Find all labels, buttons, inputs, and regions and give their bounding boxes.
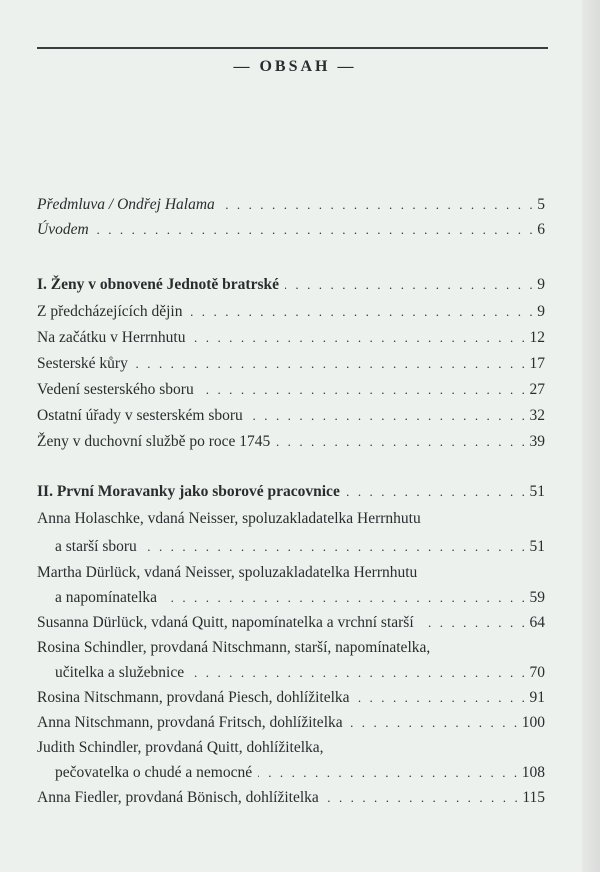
toc-entry[interactable] xyxy=(37,302,545,322)
dot-leader xyxy=(349,713,520,733)
dot-leader xyxy=(285,275,535,295)
toc-entry-line2[interactable] xyxy=(37,663,545,683)
toc-entry-label-cont: a starší sboru xyxy=(55,538,137,555)
toc-chapter-1[interactable] xyxy=(37,275,545,295)
toc-entry-page: 6 xyxy=(537,221,545,238)
toc-entry-label: I. Ženy v obnovené Jednotě bratrské xyxy=(37,276,279,293)
toc-entry[interactable] xyxy=(37,788,545,808)
dot-leader xyxy=(221,195,535,215)
toc-entry-line1[interactable] xyxy=(37,509,545,529)
dot-leader xyxy=(356,688,528,708)
toc-entry-label: Z předcházejících dějin xyxy=(37,303,183,320)
toc-entry-label: Anna Nitschmann, provdaná Fritsch, dohlížitelka xyxy=(37,714,343,731)
dot-leader xyxy=(420,613,528,633)
toc-entry-page: 12 xyxy=(529,329,545,346)
toc-entry-label: Ženy v duchovní službě po roce 1745 xyxy=(37,433,271,450)
dot-leader xyxy=(134,354,528,374)
dot-leader xyxy=(191,328,527,348)
toc-entry-label: Rosina Nitschmann, provdaná Piesch, dohlížitelka xyxy=(37,689,350,706)
toc-entry-label: Předmluva / Ondřej Halama xyxy=(37,196,215,213)
page-edge xyxy=(582,0,600,872)
toc-entry-page: 59 xyxy=(529,589,545,606)
toc-entry-page: 17 xyxy=(529,355,545,372)
dot-leader xyxy=(95,220,536,240)
toc-entry-page: 32 xyxy=(529,407,545,424)
dot-leader xyxy=(249,406,528,426)
toc-entry-label: Judith Schindler, provdaná Quitt, dohlížitelka, xyxy=(37,739,324,756)
toc-entry-line2[interactable] xyxy=(37,763,545,783)
toc-entry-line1[interactable] xyxy=(37,638,545,658)
toc-chapter-2[interactable] xyxy=(37,482,545,502)
toc-entry-label: Rosina Schindler, provdaná Nitschmann, starší, napomínatelka, xyxy=(37,639,431,656)
dot-leader xyxy=(190,663,527,683)
dot-leader xyxy=(276,432,527,452)
dot-leader xyxy=(346,482,528,502)
toc-entry-page: 39 xyxy=(529,433,545,450)
toc-entry-page: 108 xyxy=(521,764,545,781)
toc-entry-line1[interactable] xyxy=(37,738,545,758)
toc-entry-label: Martha Dürlück, vdaná Neisser, spoluzakladatelka Herrnhutu xyxy=(37,564,418,581)
toc-entry-page: 27 xyxy=(529,381,545,398)
toc-entry-label: Susanna Dürlück, vdaná Quitt, napomínatelka a vrchní starší xyxy=(37,614,414,631)
dot-leader xyxy=(188,302,535,322)
toc-entry[interactable] xyxy=(37,688,545,708)
toc-entry-line2[interactable] xyxy=(37,588,545,608)
header-rule xyxy=(37,47,548,49)
toc-entry-page: 51 xyxy=(529,538,545,555)
dot-leader xyxy=(163,588,528,608)
toc-entry-label: Na začátku v Herrnhutu xyxy=(37,329,186,346)
toc-entry-line1[interactable] xyxy=(37,563,545,583)
toc-entry[interactable] xyxy=(37,380,545,400)
toc-entry-label: Anna Holaschke, vdaná Neisser, spoluzakladatelka Herrnhutu xyxy=(37,510,421,527)
toc-entry-page: 115 xyxy=(522,789,545,806)
toc-entry-label: Anna Fiedler, provdaná Bönisch, dohlížitelka xyxy=(37,789,319,806)
dot-leader xyxy=(325,788,521,808)
toc-entry-page: 91 xyxy=(529,689,545,706)
toc-entry-line2[interactable] xyxy=(37,537,545,557)
toc-entry-label-cont: pečovatelka o chudé a nemocné xyxy=(55,764,253,781)
toc-entry-page: 100 xyxy=(521,714,545,731)
toc-entry-label: Vedení sesterského sboru xyxy=(37,381,194,398)
toc-entry[interactable] xyxy=(37,713,545,733)
toc-entry-page: 5 xyxy=(537,196,545,213)
toc-entry-introduction[interactable] xyxy=(37,220,545,240)
toc-entry-page: 51 xyxy=(529,483,545,500)
toc-entry-page: 9 xyxy=(537,276,545,293)
toc-entry-label-cont: učitelka a služebnice xyxy=(55,664,185,681)
toc-entry-label-cont: a napomínatelka xyxy=(55,589,157,606)
toc-entry[interactable] xyxy=(37,432,545,452)
toc-entry[interactable] xyxy=(37,328,545,348)
dot-leader xyxy=(258,763,520,783)
toc-entry-label: Úvodem xyxy=(37,221,89,238)
toc-entry[interactable] xyxy=(37,406,545,426)
toc-entry-page: 9 xyxy=(537,303,545,320)
toc-entry-label: Sesterské kůry xyxy=(37,355,128,372)
toc-entry-label: II. První Moravanky jako sborové pracovnice xyxy=(37,483,340,500)
toc-entry[interactable] xyxy=(37,354,545,374)
toc-entry-foreword[interactable] xyxy=(37,195,545,215)
toc-entry[interactable] xyxy=(37,613,545,633)
dot-leader xyxy=(143,537,528,557)
toc-heading: — OBSAH — xyxy=(233,58,357,75)
toc-entry-page: 70 xyxy=(529,664,545,681)
toc-entry-page: 64 xyxy=(529,614,545,631)
toc-entry-label: Ostatní úřady v sesterském sboru xyxy=(37,407,243,424)
dot-leader xyxy=(200,380,528,400)
